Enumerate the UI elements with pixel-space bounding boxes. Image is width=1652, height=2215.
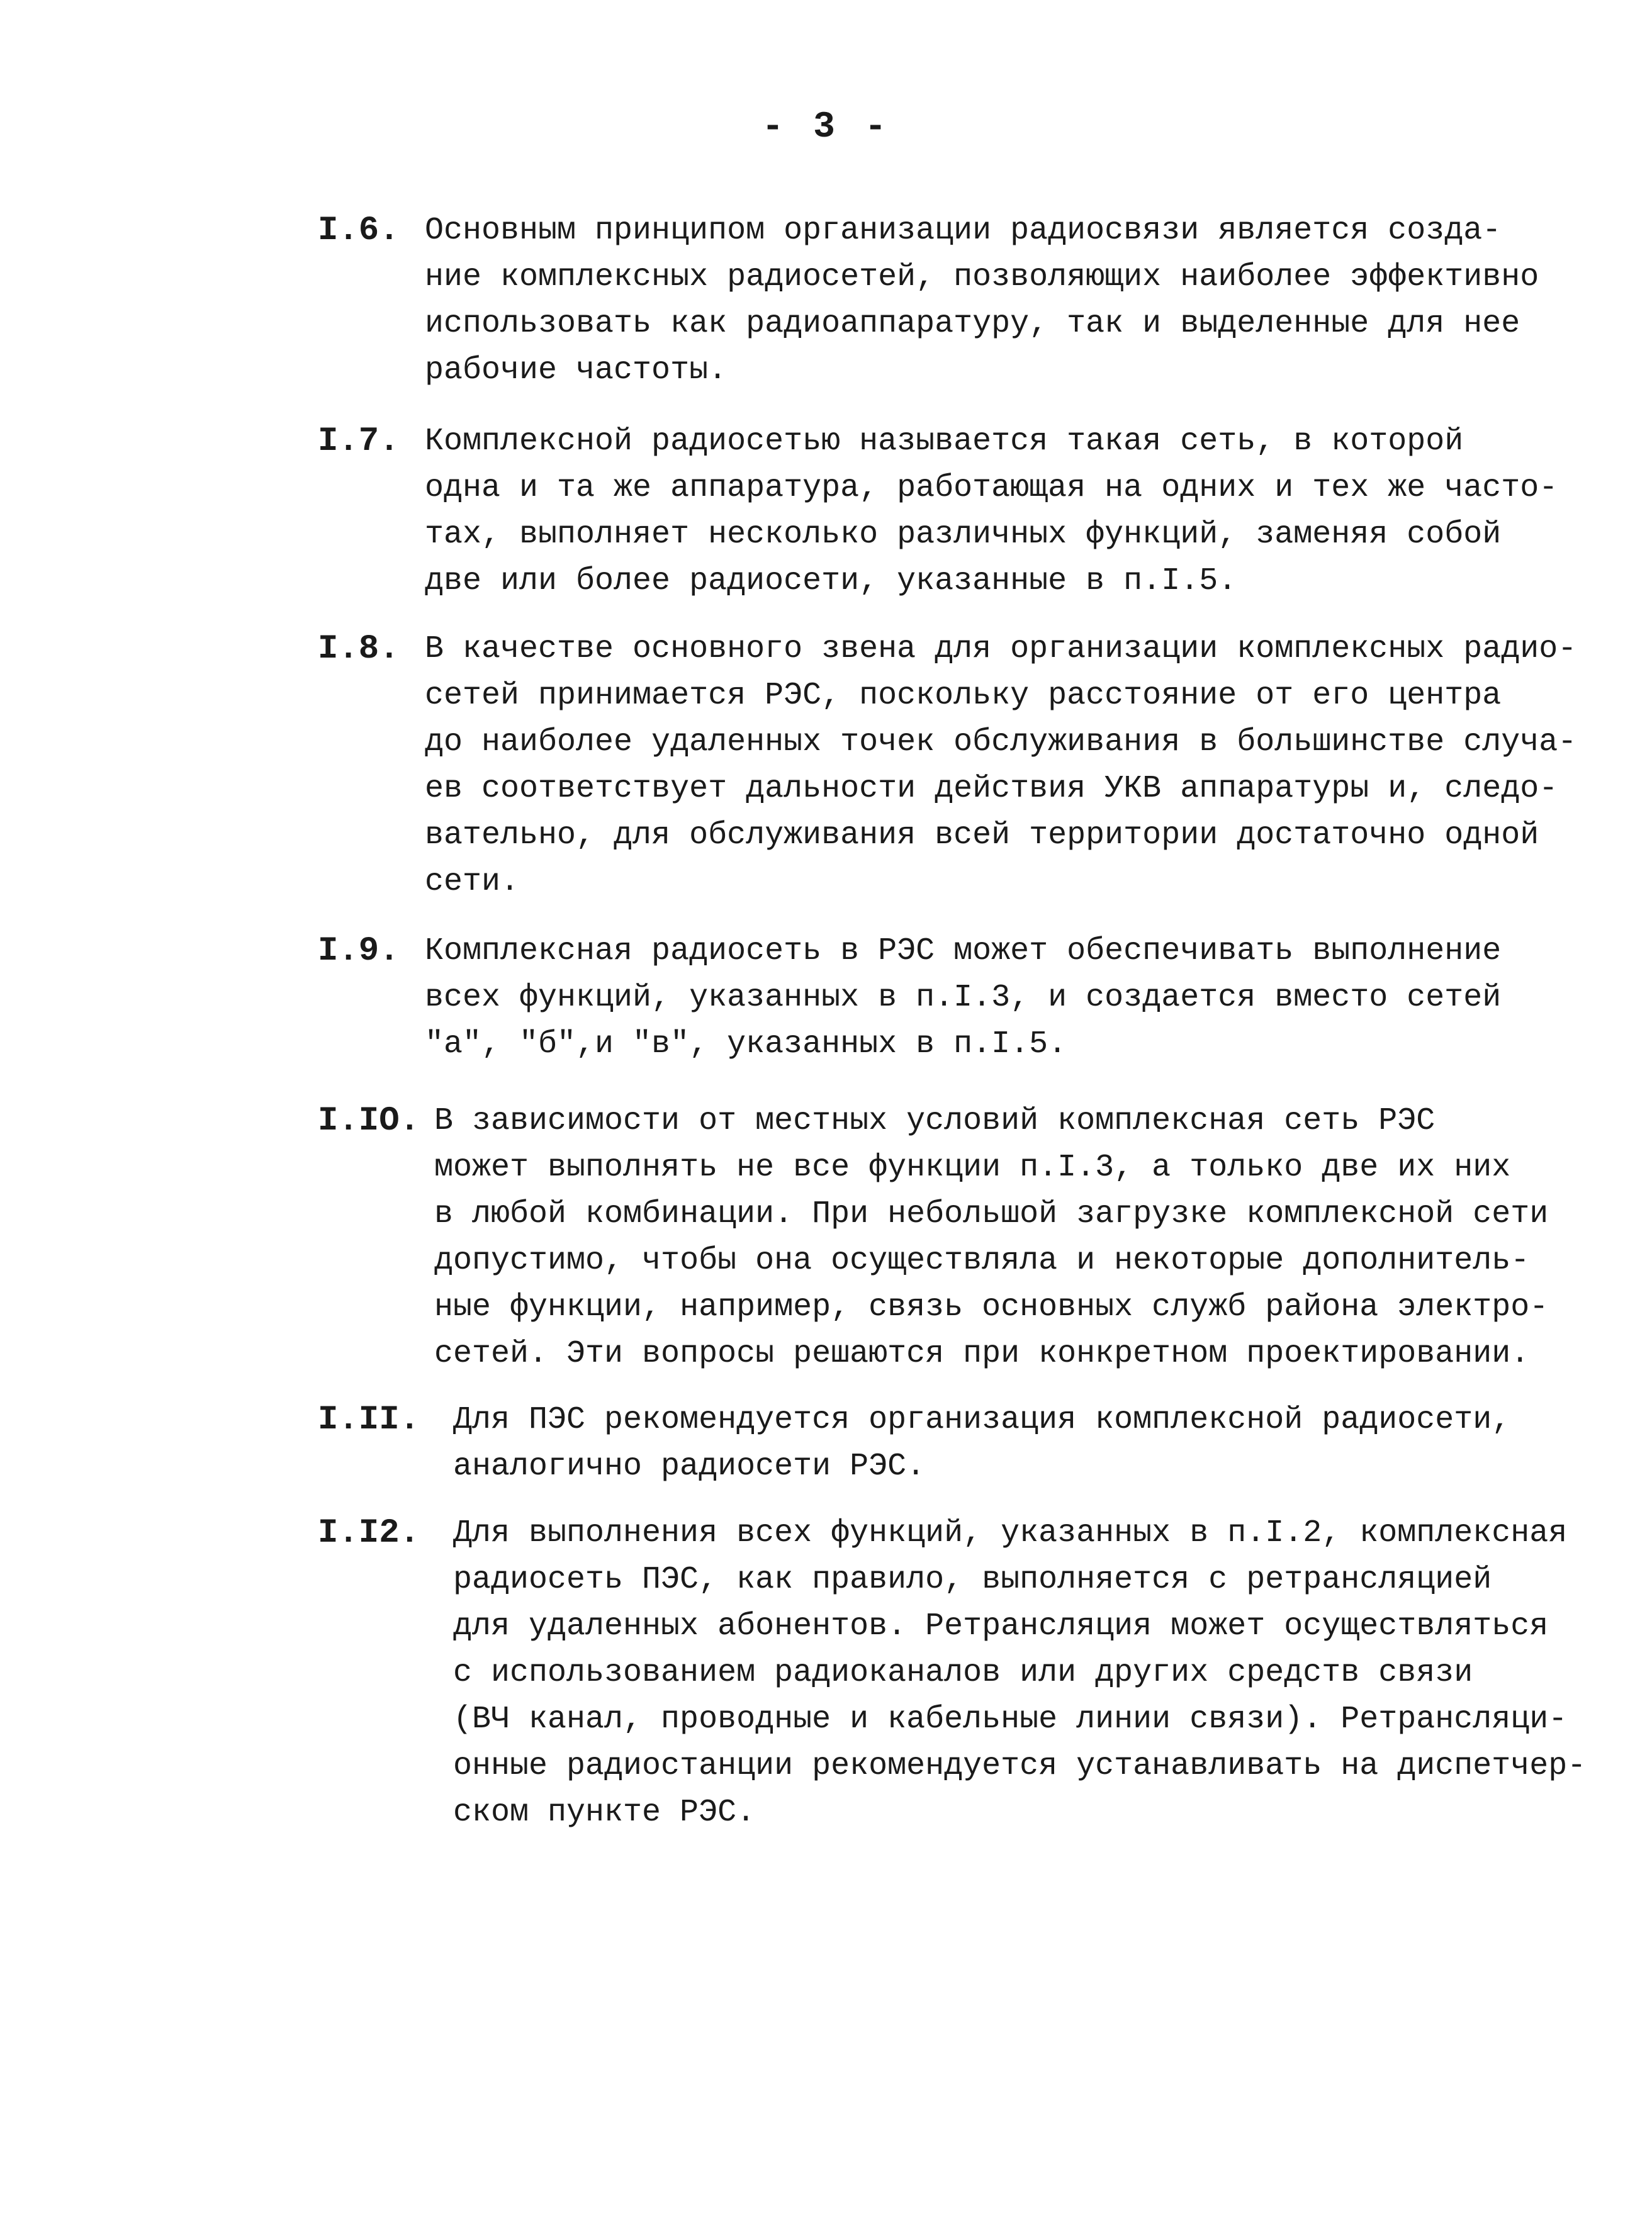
text-line: ском пункте РЭС. <box>453 1795 756 1831</box>
clause-text <box>434 1098 1589 1377</box>
text-line: вательно, для обслуживания всей территории достаточно одной <box>425 817 1539 853</box>
clause-1-8 <box>318 626 1589 906</box>
text-line: Для выполнения всех функций, указанных в п.I.2, комплексная <box>453 1515 1568 1551</box>
text-line: две или более радиосети, указанные в п.I.5. <box>425 563 1237 599</box>
text-line: Основным принципом организации радиосвязи является созда- <box>425 213 1502 249</box>
text-line: Комплексной радиосетью называется такая сеть, в которой <box>425 423 1464 459</box>
text-line: для удаленных абонентов. Ретрансляция может осуществляться <box>453 1608 1549 1644</box>
text-line: до наиболее удаленных точек обслуживания в большинстве случа- <box>425 724 1577 760</box>
clause-text <box>425 208 1589 394</box>
text-line: (ВЧ канал, проводные и кабельные линии связи). Ретрансляци- <box>453 1702 1568 1737</box>
clause-text <box>425 418 1589 605</box>
clause-number: I.7. <box>318 422 400 461</box>
clause-1-6 <box>318 208 1589 394</box>
clause-1-7 <box>318 418 1589 605</box>
text-line: тах, выполняет несколько различных функций, заменяя собой <box>425 517 1502 552</box>
text-line: всех функций, указанных в п.I.3, и создается вместо сетей <box>425 980 1502 1016</box>
clause-1-9 <box>318 928 1589 1068</box>
clause-text <box>425 626 1589 906</box>
clause-text <box>425 928 1589 1068</box>
text-line: сетей. Эти вопросы решаются при конкретном проектировании. <box>434 1336 1530 1372</box>
text-line: в любой комбинации. При небольшой загрузке комплексной сети <box>434 1196 1549 1232</box>
clause-text <box>453 1510 1589 1836</box>
page-number: - 3 - <box>761 107 891 148</box>
clause-number: I.8. <box>318 630 400 668</box>
text-line: В качестве основного звена для организации комплексных радио- <box>425 631 1577 667</box>
text-line: может выполнять не все функции п.I.3, а только две их них <box>434 1150 1511 1186</box>
text-line: Для ПЭС рекомендуется организация комплексной радиосети, <box>453 1402 1511 1438</box>
text-line: В зависимости от местных условий комплексная сеть РЭС <box>434 1103 1436 1139</box>
text-line: сетей принимается РЭС, поскольку расстояние от его центра <box>425 678 1502 714</box>
clause-number: I.IO. <box>318 1102 420 1140</box>
text-line: радиосеть ПЭС, как правило, выполняется с ретрансляцией <box>453 1562 1492 1598</box>
text-line: Комплексная радиосеть в РЭС может обеспечивать выполнение <box>425 933 1502 969</box>
text-line: рабочие частоты. <box>425 352 728 388</box>
text-line: одна и та же аппаратура, работающая на одних и тех же часто- <box>425 470 1558 506</box>
text-line: с использованием радиоканалов или других средств связи <box>453 1655 1473 1691</box>
text-line: сети. <box>425 864 520 900</box>
clause-text <box>453 1397 1589 1490</box>
clause-1-12 <box>318 1510 1589 1836</box>
text-line: ев соответствует дальности действия УКВ аппаратуры и, следо- <box>425 771 1558 807</box>
clause-number: I.II. <box>318 1401 420 1439</box>
text-line: ные функции, например, связь основных служб района электро- <box>434 1289 1549 1325</box>
clause-number: I.9. <box>318 932 400 970</box>
clause-1-10 <box>318 1098 1589 1377</box>
clause-1-11 <box>318 1397 1589 1490</box>
text-line: допустимо, чтобы она осуществляла и некоторые дополнитель- <box>434 1243 1530 1279</box>
text-line: использовать как радиоаппаратуру, так и выделенные для нее <box>425 306 1520 342</box>
text-line: "а", "б",и "в", указанных в п.I.5. <box>425 1026 1067 1062</box>
text-line: аналогично радиосети РЭС. <box>453 1449 926 1484</box>
clause-number: I.I2. <box>318 1514 420 1552</box>
text-line: онные радиостанции рекомендуется устанавливать на диспетчер- <box>453 1748 1587 1784</box>
clause-number: I.6. <box>318 211 400 250</box>
text-line: ние комплексных радиосетей, позволяющих наиболее эффективно <box>425 259 1539 295</box>
